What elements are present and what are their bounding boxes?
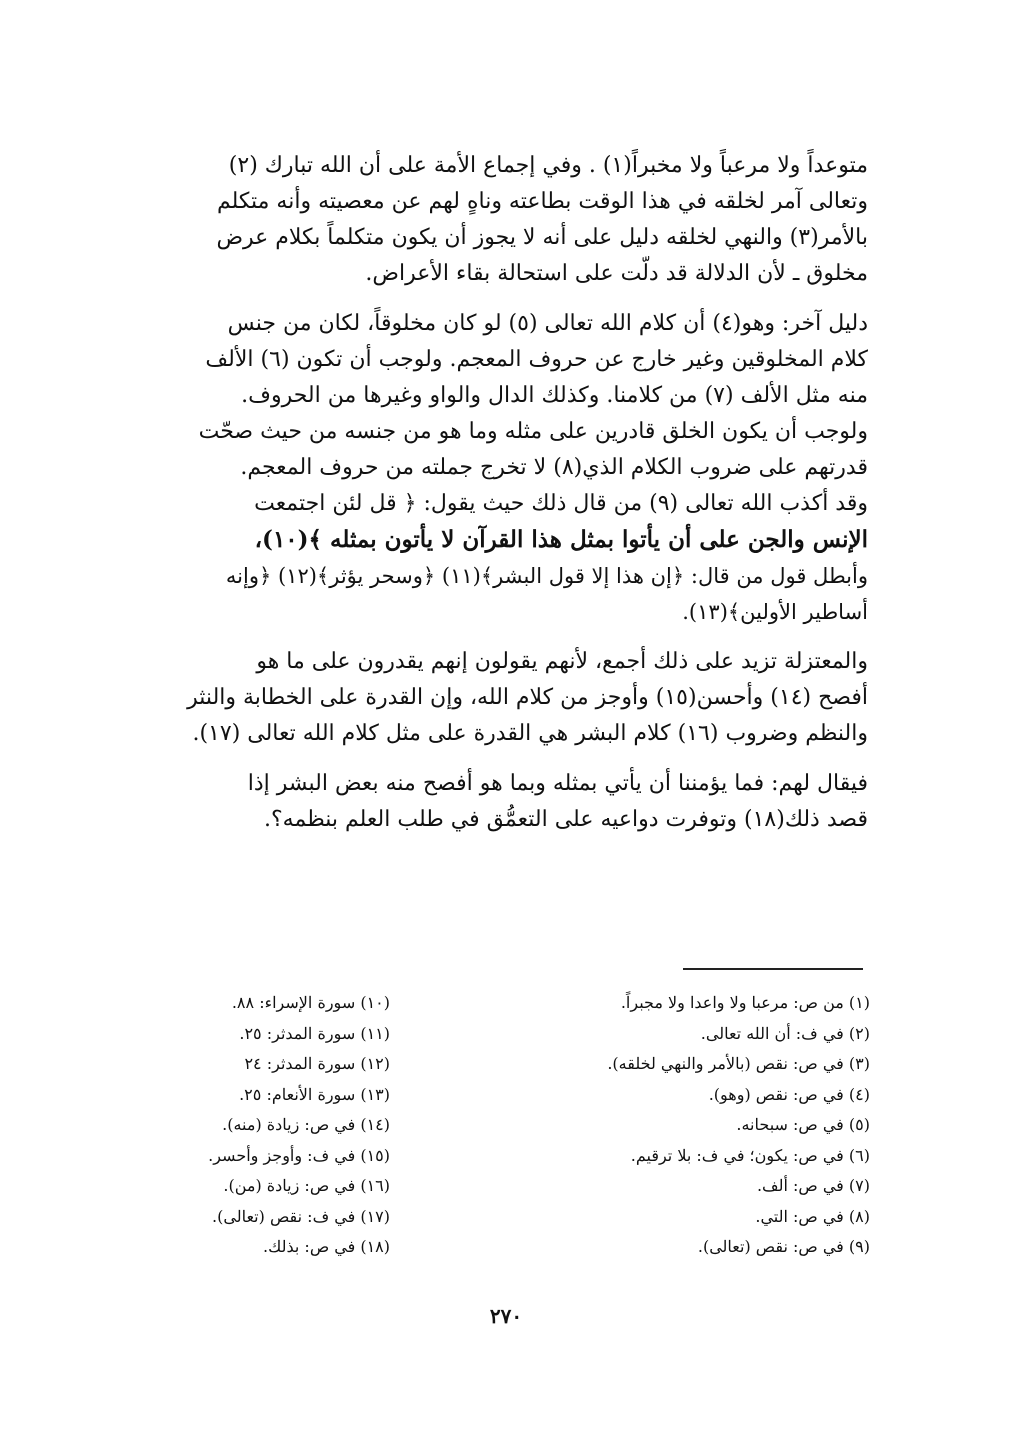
paragraph-1 xyxy=(160,148,868,292)
text-line: وأبطل قول من قال: ﴿إن هذا إلا قول البشر﴾(١١) ﴿وسحر يؤثر﴾(١٢) ﴿وإنه xyxy=(225,564,868,588)
paragraph-3 xyxy=(160,644,868,752)
text-line: فيقال لهم: فما يؤمننا أن يأتي بمثله وبما هو أفصح منه بعض البشر إذا xyxy=(247,771,868,796)
footnote: (٤) في ص: نقص (وهو). xyxy=(708,1084,870,1104)
text-line: منه مثل الألف (٧) من كلامنا. وكذلك الدال والواو وغيرها من الحروف. xyxy=(241,383,868,408)
page-number: ٢٧٠ xyxy=(489,1304,523,1328)
footnote: (١٤) في ص: زيادة (منه). xyxy=(222,1115,390,1134)
footnote: (٣) في ص: نقص (بالأمر والنهي لخلقه). xyxy=(607,1054,870,1073)
footnote: (١٧) في ف: نقص (تعالى). xyxy=(212,1206,390,1226)
text-line: قدرتهم على ضروب الكلام الذي(٨) لا تخرج جملته من حروف المعجم. xyxy=(240,455,868,480)
text-line: أفصح (١٤) وأحسن(١٥) وأوجز من كلام الله، وإن القدرة على الخطابة والنثر xyxy=(187,685,868,710)
footnote: (١٨) في ص: بذلك. xyxy=(263,1237,390,1256)
footnotes-column-left xyxy=(160,988,390,1263)
footnotes-column-right xyxy=(560,988,870,1263)
footnote: (١٣) سورة الأنعام: ٢٥. xyxy=(239,1084,390,1104)
footnote: (١٢) سورة المدثر: ٢٤ xyxy=(244,1054,390,1073)
footnote: (٢) في ف: أن الله تعالى. xyxy=(700,1023,870,1043)
footnote: (٩) في ص: نقص (تعالى). xyxy=(697,1237,870,1256)
text-line: وتعالى آمر لخلقه في هذا الوقت بطاعته وناهٍ لهم عن معصيته وأنه متكلم xyxy=(216,189,868,214)
footnote: (١٦) في ص: زيادة (من). xyxy=(223,1176,390,1195)
paragraph-4 xyxy=(160,766,868,838)
footnote: (٥) في ص: سبحانه. xyxy=(736,1115,870,1134)
footnote: (٨) في ص: التي. xyxy=(755,1206,870,1226)
paragraph-2 xyxy=(160,306,868,630)
quran-verse-line: الإنس والجن على أن يأتوا بمثل هذا القرآن لا يأتون بمثله ﴾(١٠)، xyxy=(254,526,868,553)
footnote-divider xyxy=(683,968,863,970)
footnote: (١٠) سورة الإسراء: ٨٨. xyxy=(231,993,390,1012)
footnote: (١) من ص: مرعبا ولا واعدا ولا مجبراً. xyxy=(620,993,870,1012)
text-line: ولوجب أن يكون الخلق قادرين على مثله وما هو من جنسه من حيث صحّت xyxy=(198,419,868,444)
text-line: مخلوق ـ لأن الدلالة قد دلّت على استحالة بقاء الأعراض. xyxy=(365,261,868,286)
text-line: أساطير الأولين﴾(١٣). xyxy=(682,600,868,624)
footnote: (١١) سورة المدثر: ٢٥. xyxy=(239,1023,390,1043)
main-text xyxy=(160,148,868,838)
text-line: وقد أكذب الله تعالى (٩) من قال ذلك حيث يقول: ﴿ قل لئن اجتمعت xyxy=(254,491,868,516)
text-line: متوعداً ولا مرعباً ولا مخبراً(١) . وفي إجماع الأمة على أن الله تبارك (٢) xyxy=(228,153,868,178)
text-line: والمعتزلة تزيد على ذلك أجمع، لأنهم يقولون إنهم يقدرون على ما هو xyxy=(256,649,868,674)
text-line: بالأمر(٣) والنهي لخلقه دليل على أنه لا يجوز أن يكون متكلماً بكلام عرض xyxy=(216,225,868,250)
footnote: (٦) في ص: يكون؛ في ف: بلا ترقيم. xyxy=(630,1145,870,1165)
text-line: دليل آخر: وهو(٤) أن كلام الله تعالى (٥) لو كان مخلوقاً، لكان من جنس xyxy=(227,311,868,336)
footnote: (١٥) في ف: وأوجز وأحسر. xyxy=(208,1145,390,1165)
footnote: (٧) في ص: ألف. xyxy=(756,1176,870,1195)
text-line: كلام المخلوقين وغير خارج عن حروف المعجم. ولوجب أن تكون (٦) الألف xyxy=(205,347,868,372)
text-line: قصد ذلك(١٨) وتوفرت دواعيه على التعمُّق في طلب العلم بنظمه؟. xyxy=(264,807,868,832)
text-line: والنظم وضروب (١٦) كلام البشر هي القدرة على مثل كلام الله تعالى (١٧). xyxy=(192,721,868,746)
